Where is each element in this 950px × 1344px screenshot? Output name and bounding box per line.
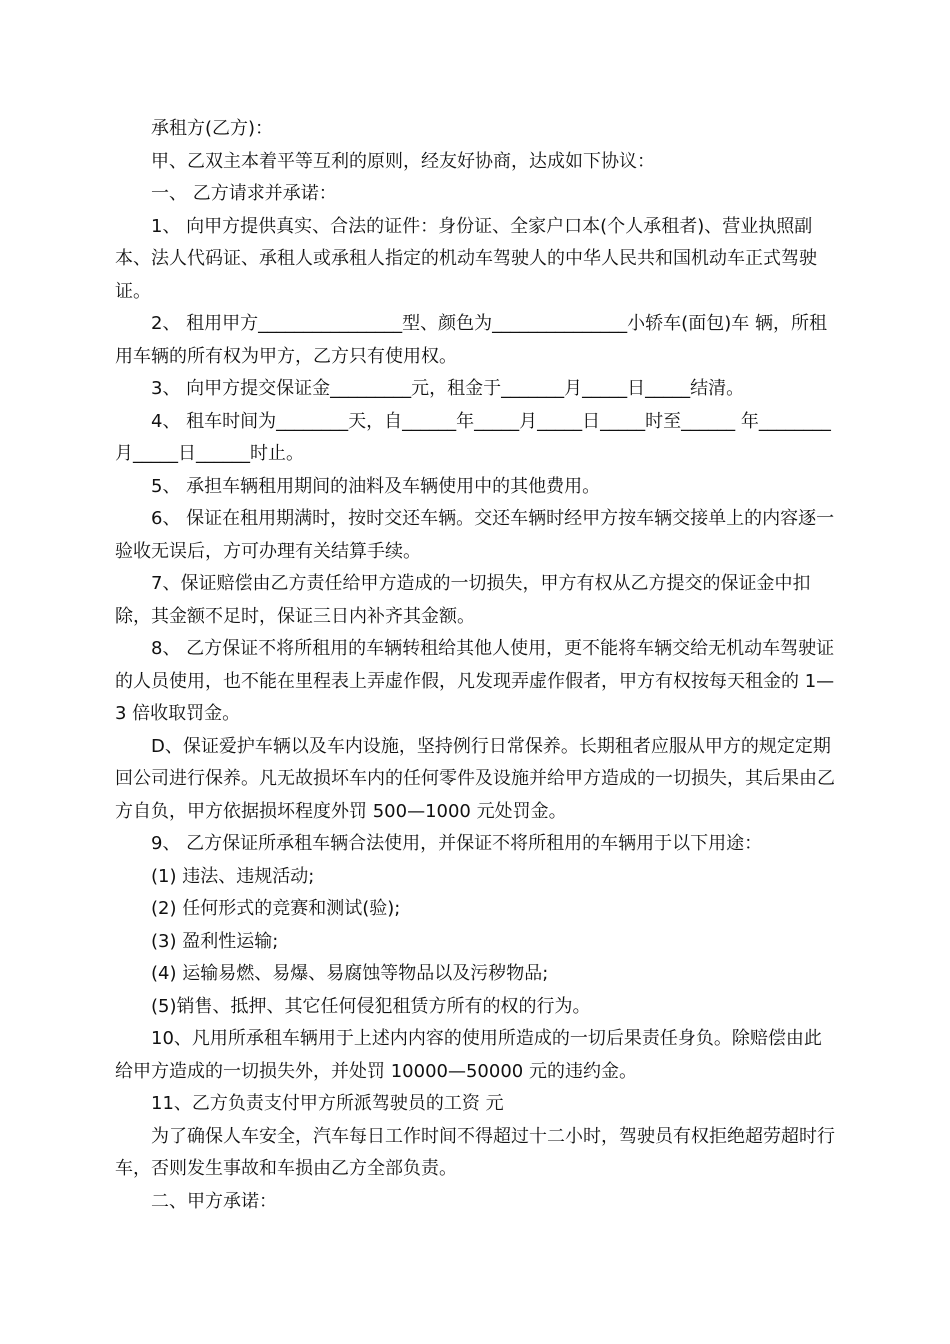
clause-9: 9、 乙方保证所承租车辆合法使用，并保证不将所租用的车辆用于以下用途： xyxy=(151,833,763,854)
section-heading-party-a: 二、甲方承诺： xyxy=(151,1190,277,1212)
paragraph-agreement-intro: 甲、乙双主本着平等互利的原则，经友好协商，达成如下协议： xyxy=(151,150,655,172)
clause-11: 11、乙方负责支付甲方所派驾驶员的工资 元 xyxy=(151,1093,504,1114)
clause-9-item-3: (3) 盈利性运输; xyxy=(151,930,279,952)
clause-3: 3、 向甲方提交保证金_________元，租金于_______月_____日_____结清。 xyxy=(151,378,745,399)
clause-9-item-2: (2) 任何形式的竞赛和测试(验); xyxy=(151,898,401,919)
clause-9-item-1: (1) 违法、违规活动; xyxy=(151,865,315,887)
clause-7: 7、保证赔偿由乙方责任给甲方造成的一切损失，甲方有权从乙方提交的保证金中扣除，其金额不足时，保证三日内补齐其金额。 xyxy=(115,573,811,627)
clause-d: D、保证爱护车辆以及车内设施，坚持例行日常保养。长期租者应服从甲方的规定定期回公司进行保养。凡无故损坏车内的任何零件及设施并给甲方造成的一切损失，其后果由乙方自负，甲方依据损坏程度外罚 500—1000 元处罚金。 xyxy=(115,735,835,822)
clause-10: 10、凡用所承租车辆用于上述内内容的使用所造成的一切后果责任身负。除赔偿由此给甲方造成的一切损失外，并处罚 10000—50000 元的违约金。 xyxy=(115,1028,822,1082)
clause-6: 6、 保证在租用期满时，按时交还车辆。交还车辆时经甲方按车辆交接单上的内容逐一验收无误后，方可办理有关结算手续。 xyxy=(115,508,835,562)
section-heading-party-b: 一、 乙方请求并承诺： xyxy=(151,183,337,204)
clause-8: 8、 乙方保证不将所租用的车辆转租给其他人使用，更不能将车辆交给无机动车驾驶证的人员使用，也不能在里程表上弄虚作假，凡发现弄虚作假者，甲方有权按每天租金的 1—3 倍收取罚金。 xyxy=(115,638,835,724)
paragraph-lessee: 承租方(乙方)： xyxy=(151,118,274,139)
clause-2: 2、 租用甲方________________型、颜色为_______________小轿车(面包)车 辆，所租用车辆的所有权为甲方，乙方只有使用权。 xyxy=(115,313,827,367)
clause-5: 5、 承担车辆租用期间的油料及车辆使用中的其他费用。 xyxy=(151,475,601,497)
clause-1: 1、 向甲方提供真实、合法的证件：身份证、全家户口本(个人承租者)、营业执照副本、法人代码证、承租人或承租人指定的机动车驾驶人的中华人民共和国机动车正式驾驶证。 xyxy=(115,215,817,302)
document-page xyxy=(115,113,835,1218)
clause-4: 4、 租车时间为________天，自______年_____月_____日_____时至______ 年________月_____日______时止。 xyxy=(115,410,831,464)
clause-9-item-5: (5)销售、抵押、其它任何侵犯租赁方所有的权的行为。 xyxy=(151,995,591,1017)
clause-9-item-4: (4) 运输易燃、易爆、易腐蚀等物品以及污秽物品; xyxy=(151,963,549,984)
clause-11-note: 为了确保人车安全，汽车每日工作时间不得超过十二小时，驾驶员有权拒绝超劳超时行车，否则发生事故和车损由乙方全部负责。 xyxy=(115,1125,835,1179)
